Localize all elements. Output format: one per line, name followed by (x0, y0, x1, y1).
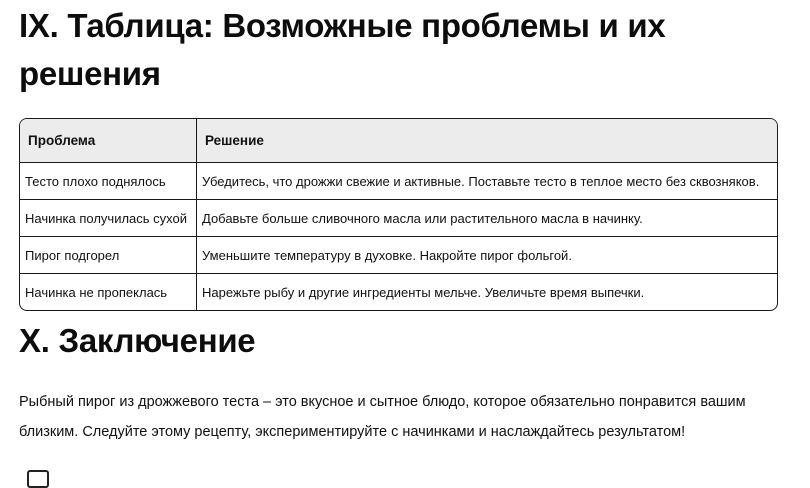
solution-cell: Уменьшите температуру в духовке. Накройте пирог фольгой. (197, 237, 778, 274)
problems-table (19, 118, 778, 311)
problem-cell: Тесто плохо поднялось (20, 163, 197, 200)
table-row (20, 274, 777, 311)
solution-cell: Добавьте больше сливочного масла или растительного масла в начинку. (197, 200, 778, 237)
table-row (20, 200, 777, 237)
partial-icon (27, 470, 49, 488)
problem-cell: Начинка не пропеклась (20, 274, 197, 311)
column-header-solution: Решение (197, 119, 778, 163)
article-content (19, 0, 779, 447)
section-title-conclusion: X. Заключение (19, 322, 256, 359)
table-row (20, 163, 777, 200)
problem-cell: Начинка получилась сухой (20, 200, 197, 237)
column-header-problem: Проблема (20, 119, 197, 163)
table-row (20, 237, 777, 274)
solution-cell: Нарежьте рыбу и другие ингредиенты мельче. Увеличьте время выпечки. (202, 284, 645, 300)
table-header-row (20, 119, 777, 163)
conclusion-paragraph: Рыбный пирог из дрожжевого теста – это вкусное и сытное блюдо, которое обязательно понравится вашим близким. Следуйте этому рецепту, экспериментируйте с начинками и наслаждайтесь результатом! (19, 394, 746, 440)
section-title-troubleshooting: IX. Таблица: Возможные проблемы и их решения (19, 7, 666, 92)
problem-cell: Пирог подгорел (20, 237, 197, 274)
solution-cell: Убедитесь, что дрожжи свежие и активные. Поставьте тесто в теплое место без сквозняков. (197, 163, 778, 200)
